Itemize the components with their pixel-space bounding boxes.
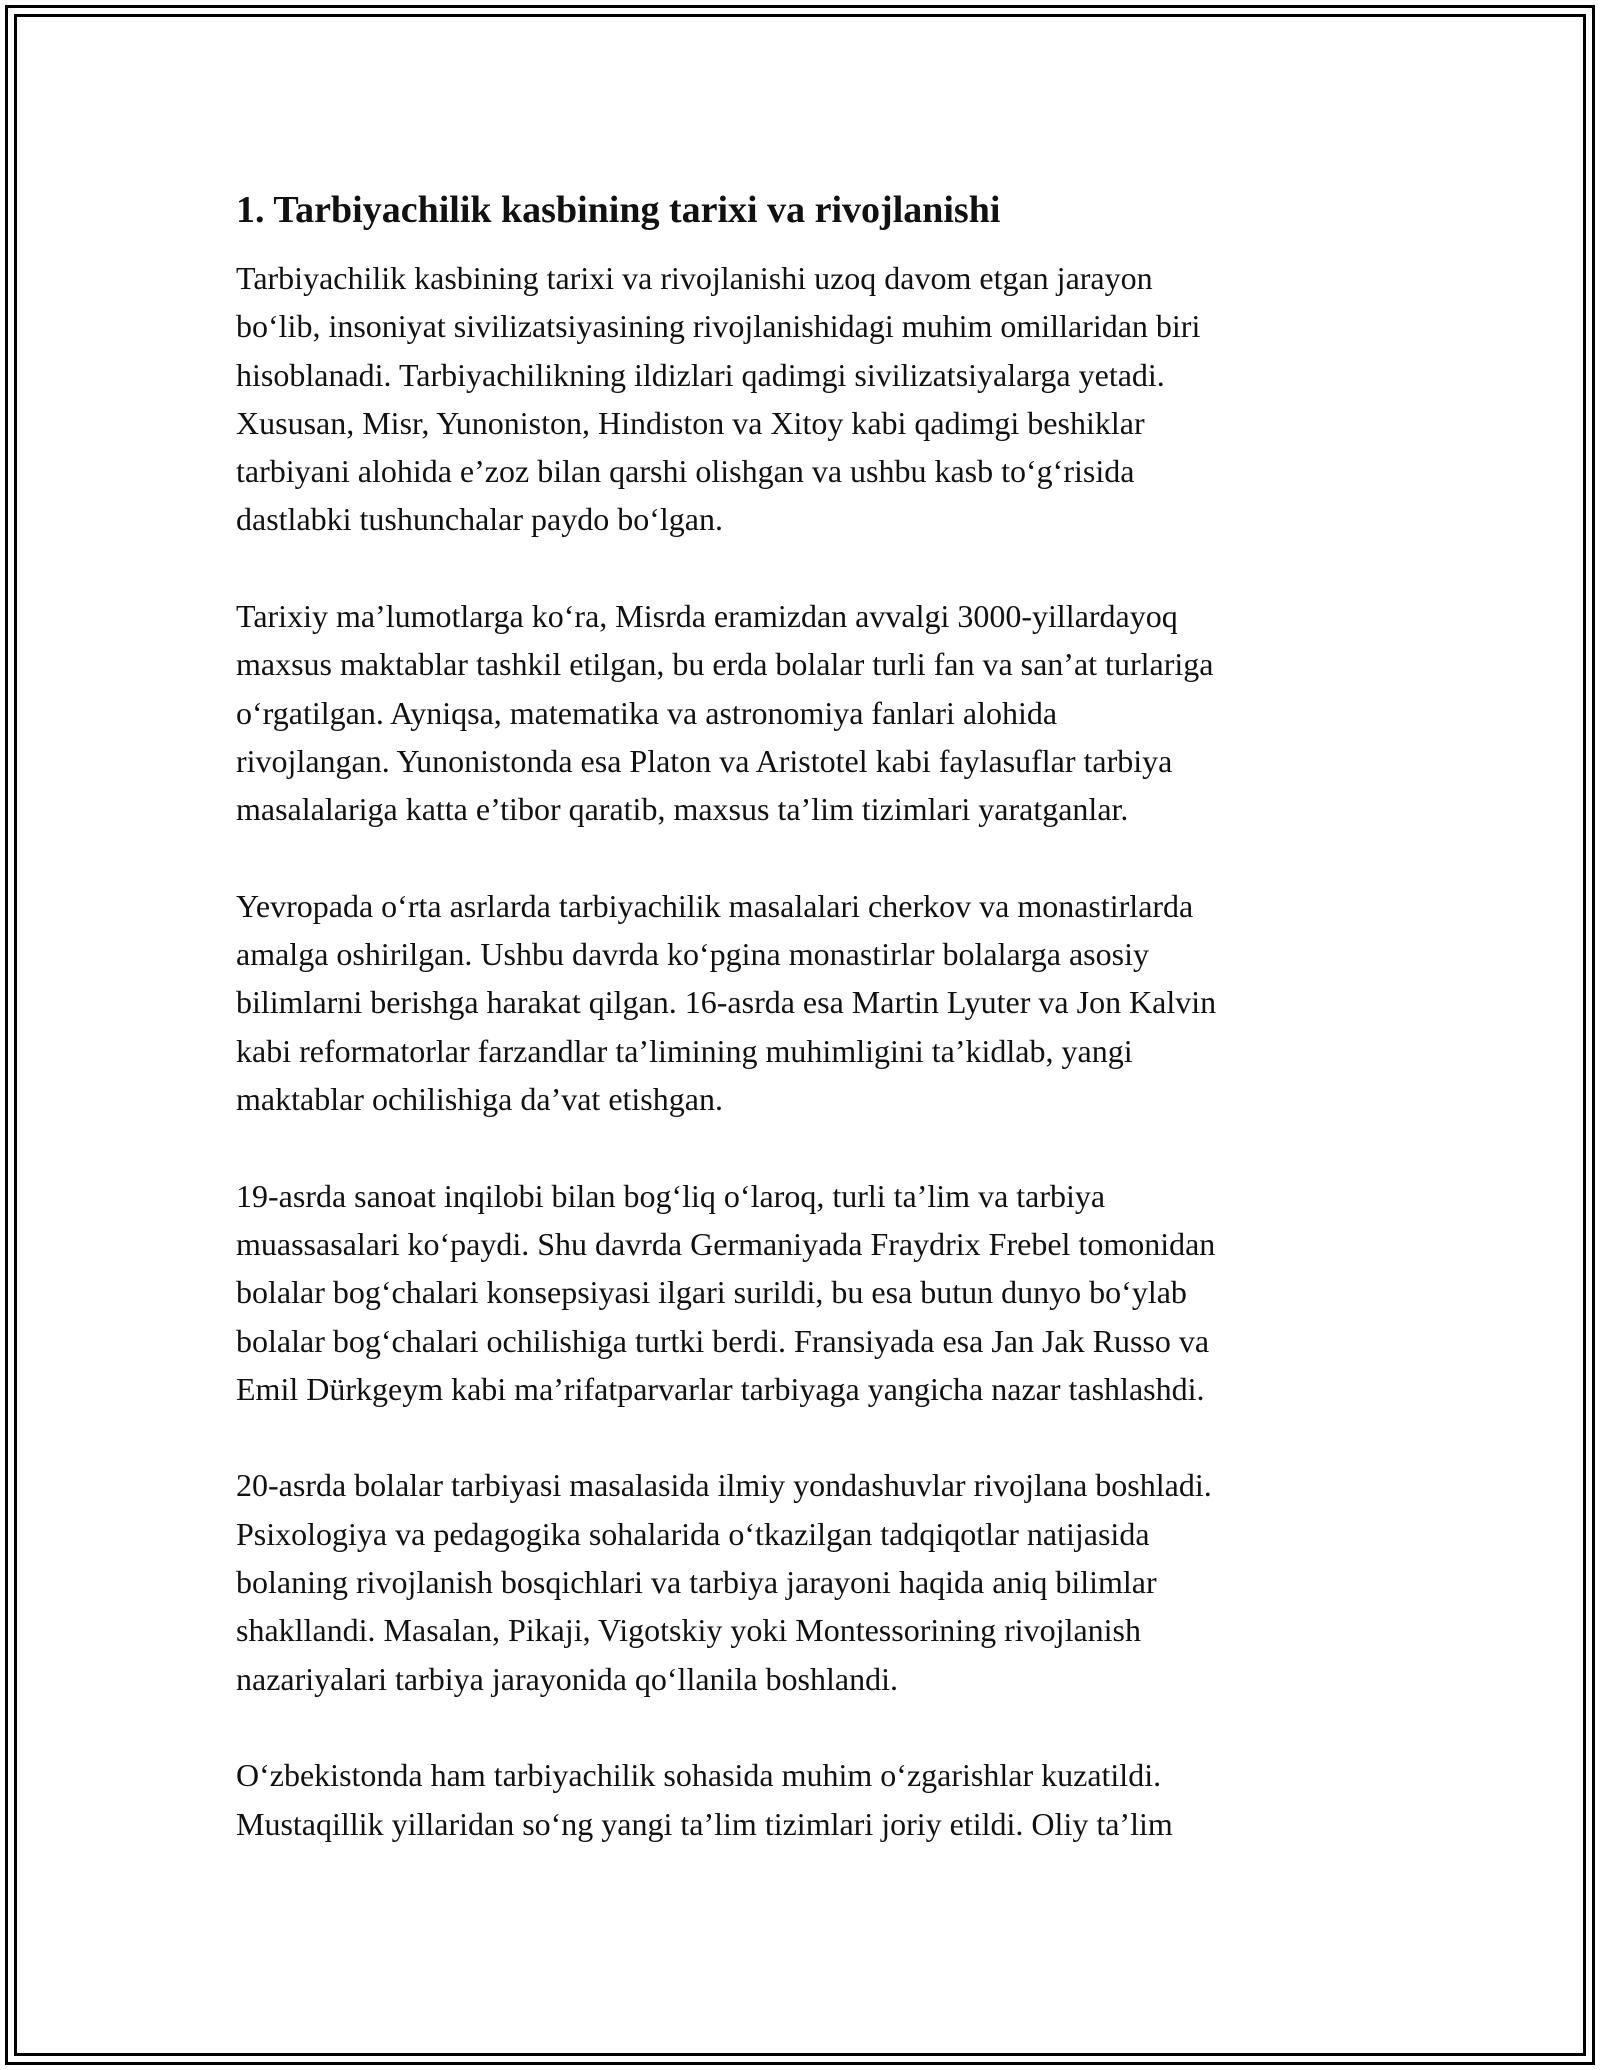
paragraph-list — [236, 254, 1386, 1848]
paragraph-line: nazariyalari tarbiya jarayonida qo‘llanila boshlandi. — [236, 1660, 898, 1697]
paragraph — [236, 882, 1386, 1123]
paragraph-line: Yevropada o‘rta asrlarda tarbiyachilik masalalari cherkov va monastirlarda — [236, 887, 1194, 924]
paragraph — [236, 1461, 1386, 1702]
paragraph-line: bolalar bog‘chalari konsepsiyasi ilgari surildi, bu esa butun dunyo bo‘ylab — [236, 1274, 1187, 1311]
paragraph-line: o‘rgatilgan. Ayniqsa, matematika va astronomiya fanlari alohida — [236, 694, 1058, 731]
paragraph-line: hisoblanadi. Tarbiyachilikning ildizlari qadimgi sivilizatsiyalarga yetadi. — [236, 356, 1165, 393]
paragraph-line: bolalar bog‘chalari ochilishiga turtki berdi. Fransiyada esa Jan Jak Russo va — [236, 1322, 1210, 1359]
paragraph-line: Xususan, Misr, Yunoniston, Hindiston va Xitoy kabi qadimgi beshiklar — [236, 404, 1145, 441]
paragraph — [236, 1172, 1386, 1413]
paragraph-line: masalalariga katta e’tibor qaratib, maxsus ta’lim tizimlari yaratganlar. — [236, 791, 1129, 828]
paragraph-line: bolaning rivojlanish bosqichlari va tarbiya jarayoni haqida aniq bilimlar — [236, 1564, 1157, 1601]
paragraph-line: rivojlangan. Yunonistonda esa Platon va Aristotel kabi faylasuflar tarbiya — [236, 742, 1173, 779]
paragraph-line: Tarixiy ma’lumotlarga ko‘ra, Misrda eramizdan avvalgi 3000-yillardayoq — [236, 598, 1178, 635]
paragraph-line: 19-asrda sanoat inqilobi bilan bog‘liq o‘laroq, turli ta’lim va tarbiya — [236, 1177, 1106, 1214]
paragraph-line: bo‘lib, insoniyat sivilizatsiyasining rivojlanishidagi muhim omillaridan biri — [236, 308, 1201, 345]
document-body — [236, 186, 1386, 1896]
paragraph — [236, 254, 1386, 544]
paragraph-line: kabi reformatorlar farzandlar ta’limining muhimligini ta’kidlab, yangi — [236, 1032, 1133, 1069]
paragraph — [236, 1751, 1386, 1848]
paragraph-line: 20-asrda bolalar tarbiyasi masalasida ilmiy yondashuvlar rivojlana boshladi. — [236, 1467, 1212, 1504]
paragraph-line: amalga oshirilgan. Ushbu davrda ko‘pgina monastirlar bolalarga asosiy — [236, 936, 1149, 973]
paragraph-line: O‘zbekistonda ham tarbiyachilik sohasida muhim o‘zgarishlar kuzatildi. — [236, 1757, 1162, 1794]
paragraph-line: tarbiyani alohida e’zoz bilan qarshi olishgan va ushbu kasb to‘g‘risida — [236, 453, 1135, 490]
paragraph-line: bilimlarni berishga harakat qilgan. 16-asrda esa Martin Lyuter va Jon Kalvin — [236, 984, 1217, 1021]
paragraph-line: Psixologiya va pedagogika sohalarida o‘tkazilgan tadqiqotlar natijasida — [236, 1515, 1150, 1552]
paragraph-line: dastlabki tushunchalar paydo bo‘lgan. — [236, 501, 723, 538]
paragraph-line: maxsus maktablar tashkil etilgan, bu erda bolalar turli fan va san’at turlariga — [236, 646, 1214, 683]
paragraph-line: Tarbiyachilik kasbining tarixi va rivojlanishi uzoq davom etgan jarayon — [236, 260, 1153, 296]
paragraph-line: Mustaqillik yillaridan so‘ng yangi ta’lim tizimlari joriy etildi. Oliy ta’lim — [236, 1805, 1173, 1842]
paragraph — [236, 592, 1386, 833]
paragraph-line: shakllandi. Masalan, Pikaji, Vigotskiy yoki Montessorining rivojlanish — [236, 1612, 1141, 1649]
paragraph-line: maktablar ochilishiga da’vat etishgan. — [236, 1081, 723, 1118]
section-heading: 1. Tarbiyachilik kasbining tarixi va rivojlanishi — [236, 189, 1001, 231]
paragraph-line: muassasalari ko‘paydi. Shu davrda Germaniyada Fraydrix Frebel tomonidan — [236, 1225, 1216, 1262]
paragraph-line: Emil Dürkgeym kabi ma’rifatparvarlar tarbiyaga yangicha nazar tashlashdi. — [236, 1370, 1205, 1407]
